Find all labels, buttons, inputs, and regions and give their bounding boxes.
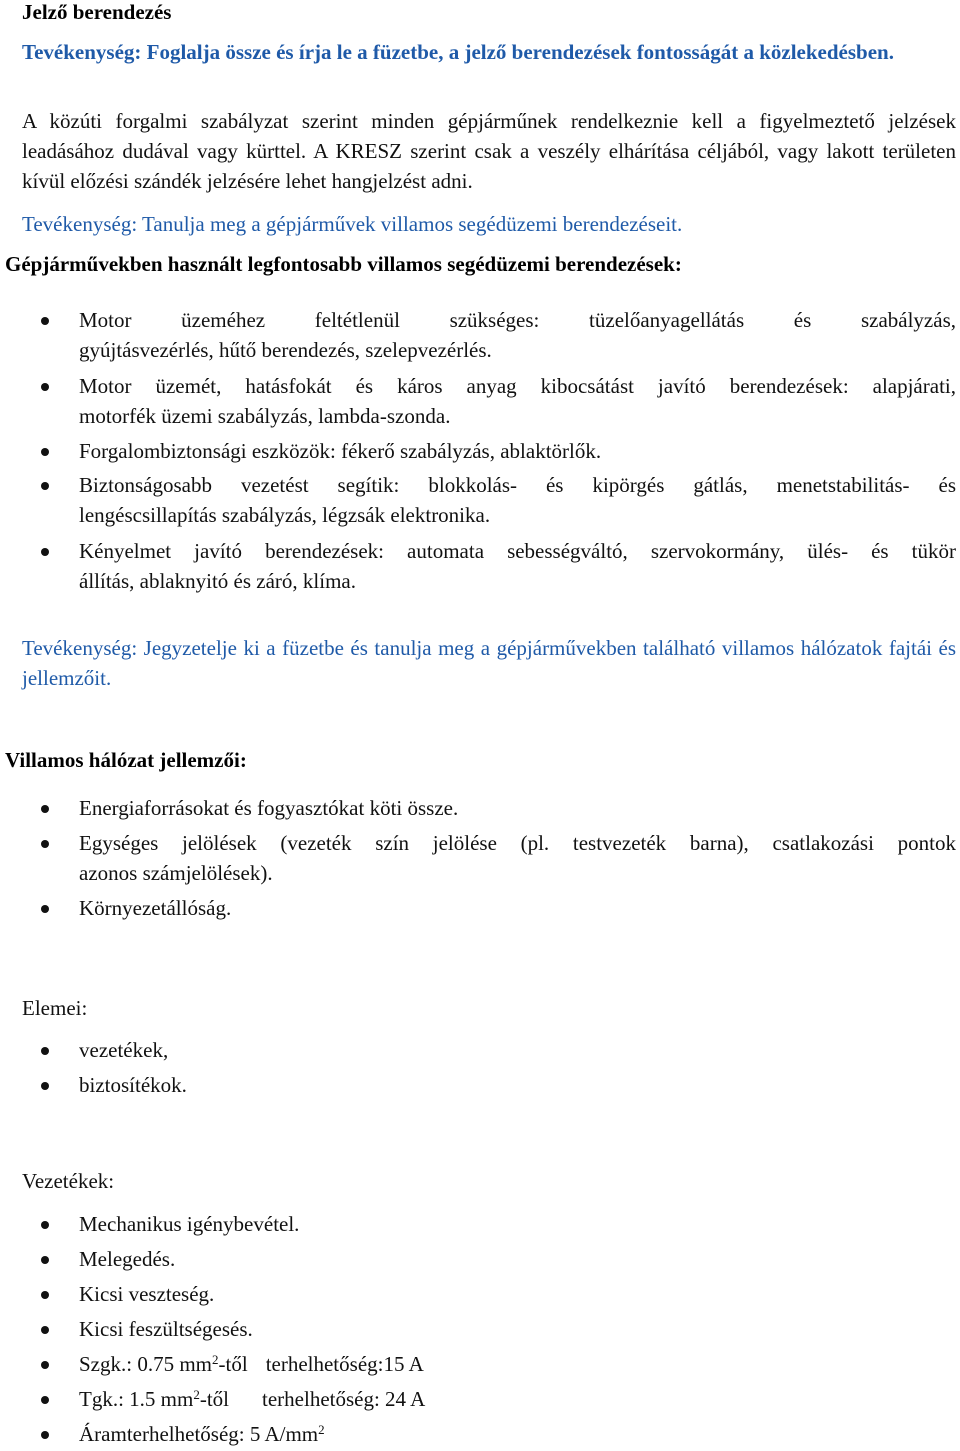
list-item	[0, 793, 956, 823]
list-item	[0, 1279, 700, 1309]
superscript: 2	[318, 1422, 325, 1437]
list-item-text: -től	[199, 1387, 230, 1411]
list-item	[0, 470, 956, 530]
list-item-line: Energiaforrásokat és fogyasztókat köti össze.	[79, 796, 459, 820]
list-item	[0, 436, 956, 466]
list-item-text: Tgk.: 1.5 mm	[79, 1387, 194, 1411]
list-item	[0, 536, 956, 596]
list-item	[0, 305, 956, 365]
section-heading-network-text: Villamos hálózat jellemzői:	[5, 748, 247, 772]
list-item-text: Kicsi feszültségesés.	[79, 1317, 253, 1341]
list-item	[0, 1314, 700, 1344]
list-item	[0, 1384, 700, 1414]
list-item-line: Motor üzemét, hatásfokát és káros anyag kibocsátást javító berendezések: alapjárati,	[79, 374, 956, 398]
list-item	[0, 1349, 700, 1379]
list-item-line: azonos számjelölések).	[79, 861, 273, 885]
list-item	[0, 828, 956, 888]
task-instruction-3: Tevékenység: Jegyzetelje ki a füzetbe és tanulja meg a gépjárművekben található villamos hálózatok fajtái és jellemzőit.	[22, 636, 956, 690]
list-item-text: biztosítékok.	[79, 1073, 187, 1097]
list-item	[0, 1244, 700, 1274]
list-item-text: Mechanikus igénybevétel.	[79, 1212, 300, 1236]
task-instruction-2: Tevékenység: Tanulja meg a gépjárművek villamos segédüzemi berendezéseit.	[22, 212, 683, 236]
list-item-line: Forgalombiztonsági eszközök: fékerő szabályzás, ablaktörlők.	[79, 439, 602, 463]
elements-label: Elemei:	[22, 996, 88, 1020]
section-heading-network	[5, 745, 605, 775]
task-instruction-1: Tevékenység: Foglalja össze és írja le a füzetbe, a jelző berendezések fontosságát a közlekedésben.	[22, 40, 894, 64]
list-item-line: Környezetállóság.	[79, 896, 232, 920]
list-item-line: állítás, ablaknyitó és záró, klíma.	[79, 569, 356, 593]
list-item	[0, 1035, 700, 1065]
wires-list	[0, 1209, 700, 1449]
list-item-line: Biztonságosabb vezetést segítik: blokkolás- és kipörgés gátlás, menetstabilitás- és	[79, 473, 956, 497]
list-item-line: gyújtásvezérlés, hűtő berendezés, szelepvezérlés.	[79, 338, 492, 362]
load-rating: terhelhetőség: 24 A	[262, 1387, 426, 1411]
superscript: 2	[193, 1387, 200, 1402]
device-list	[0, 305, 956, 596]
list-item-text: vezetékek,	[79, 1038, 169, 1062]
list-item-line: Egységes jelölések (vezeték szín jelölése (pl. testvezeték barna), csatlakozási pontok	[79, 831, 956, 855]
list-item	[0, 893, 956, 923]
list-item-text: Melegedés.	[79, 1247, 176, 1271]
list-item	[0, 371, 956, 431]
list-item-text: -től	[218, 1352, 248, 1376]
list-item	[0, 1209, 700, 1239]
paragraph-horn-rules: A közúti forgalmi szabályzat szerint minden gépjárműnek rendelkeznie kell a figyelmeztető jelzések leadásához dudával vagy kürttel. A KRESZ szerint csak a veszély elhárítása céljából, vagy lakott területen kívül előzési szándék jelzésére lehet hangjelzést adni.	[22, 109, 956, 193]
list-item-line: motorfék üzemi szabályzás, lambda-szonda.	[79, 404, 451, 428]
list-item-text: Kicsi veszteség.	[79, 1282, 215, 1306]
list-item-text: Áramterhelhetőség: 5 A/mm	[79, 1422, 319, 1446]
elements-list	[0, 1035, 700, 1100]
superscript: 2	[212, 1352, 219, 1367]
list-item	[0, 1419, 700, 1449]
section-heading-devices: Gépjárművekben használt legfontosabb villamos segédüzemi berendezések:	[5, 252, 682, 276]
list-item-text: Szgk.: 0.75 mm	[79, 1352, 213, 1376]
list-item-line: Kényelmet javító berendezések: automata sebességváltó, szervokormány, ülés- és tükör	[79, 539, 956, 563]
wires-label: Vezetékek:	[22, 1169, 115, 1193]
page-title: Jelző berendezés	[22, 0, 172, 24]
list-item	[0, 1070, 700, 1100]
load-rating: terhelhetőség:15 A	[265, 1352, 424, 1376]
list-item-line: Motor üzeméhez feltétlenül szükséges: tüzelőanyagellátás és szabályzás,	[79, 308, 956, 332]
list-item-line: lengéscsillapítás szabályzás, légzsák elektronika.	[79, 503, 491, 527]
network-feature-list	[0, 793, 956, 923]
